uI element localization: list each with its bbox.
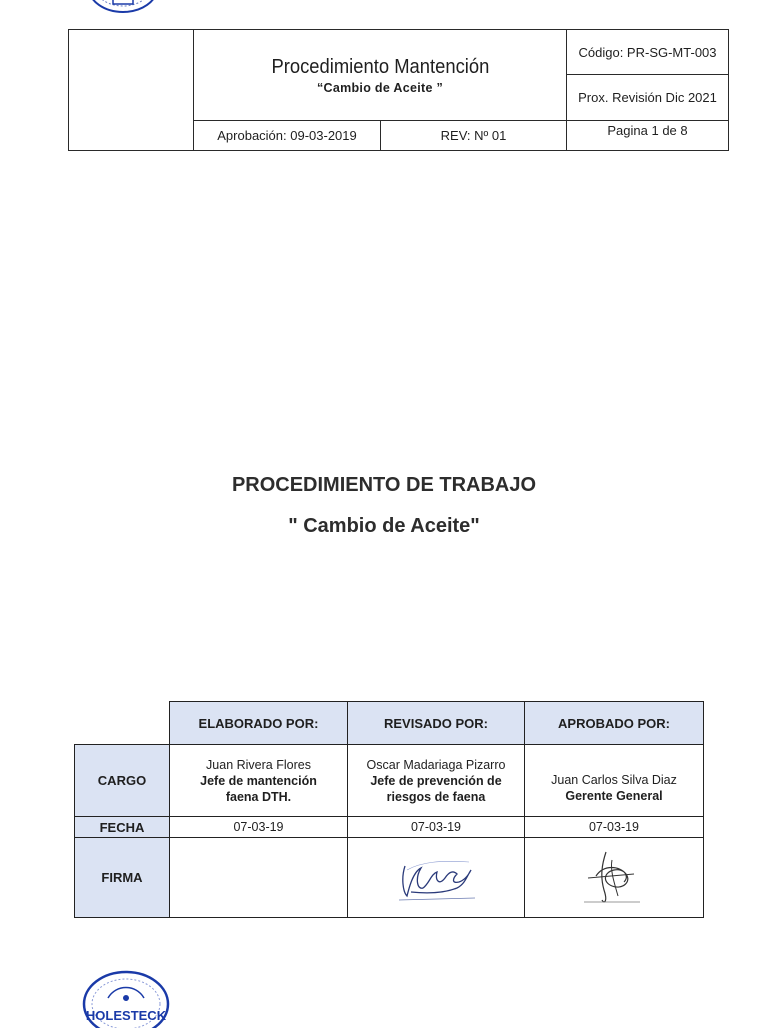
header-title-cell [194,30,567,121]
logo-text: HOLESTECK [85,1008,167,1023]
cargo-cell-elaborado [170,745,348,817]
next-revision: Prox. Revisión Dic 2021 [567,75,729,121]
elaborado-role: Jefe de mantención faena DTH. [200,773,317,804]
header-revisado: REVISADO POR: [348,702,525,745]
document-subtitle: " Cambio de Aceite" [288,515,480,537]
revisado-name: Oscar Madariaga Pizarro [366,757,506,772]
procedure-subtitle: “Cambio de Aceite ” [316,80,444,95]
aprobado-role: Gerente General [565,788,663,803]
fecha-elaborado: 07-03-19 [170,817,348,838]
row-label-fecha: FECHA [75,817,170,838]
page-number: Pagina 1 de 8 [567,121,729,151]
signature-aprobado-image [574,846,654,906]
signatures-table [74,701,704,918]
cargo-cell-aprobado [525,745,704,817]
firma-elaborado [170,838,348,918]
header-aprobado: APROBADO POR: [525,702,704,745]
document-header-table [68,29,729,151]
firma-aprobado [525,838,704,918]
signature-revisado-image [391,848,481,904]
cargo-cell-revisado [348,745,525,817]
fecha-aprobado: 07-03-19 [525,817,704,838]
elaborado-name: Juan Rivera Flores [206,757,311,772]
aprobado-name: Juan Carlos Silva Diaz [551,772,677,787]
approval-date: Aprobación: 09-03-2019 [194,121,381,151]
firma-revisado [348,838,525,918]
fecha-revisado: 07-03-19 [348,817,525,838]
document-title: PROCEDIMIENTO DE TRABAJO [231,474,537,496]
revision-number: REV: Nº 01 [381,121,567,151]
document-code: Código: PR-SG-MT-003 [567,30,729,75]
procedure-title: Procedimiento Mantención [271,55,489,78]
header-logo-cell [69,30,194,151]
holesteck-logo [80,968,172,1028]
header-elaborado: ELABORADO POR: [170,702,348,745]
row-label-cargo: CARGO [75,745,170,817]
company-logo-top [86,0,160,20]
revisado-role: Jefe de prevención de riesgos de faena [370,773,502,804]
row-label-firma: FIRMA [75,838,170,918]
